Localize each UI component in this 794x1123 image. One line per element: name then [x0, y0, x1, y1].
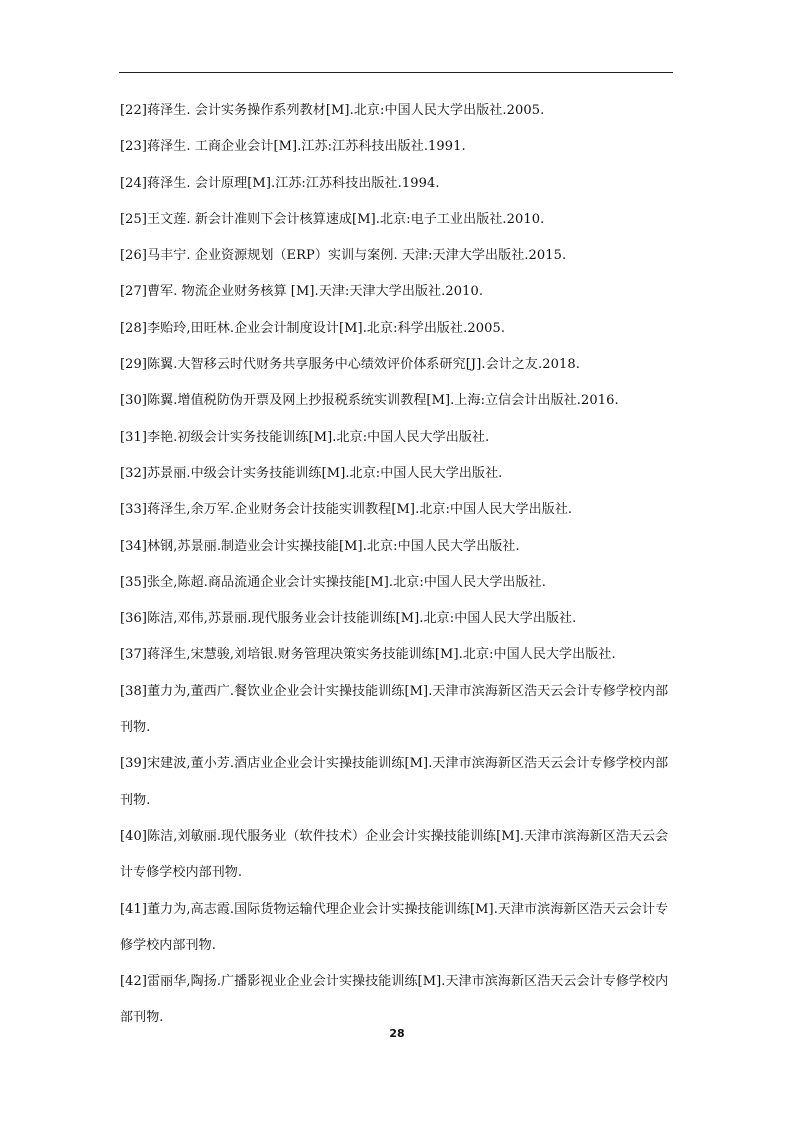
reference-item: [36]陈洁,邓伟,苏景丽.现代服务业会计技能训练[M].北京:中国人民大学出版社.	[120, 611, 577, 627]
reference-item: [24]蒋泽生. 会计原理[M].江苏:江苏科技出版社.1994.	[120, 175, 440, 191]
reference-item: [29]陈翼.大智移云时代财务共享服务中心绩效评价体系研究[J].会计之友.2018.	[120, 357, 580, 373]
reference-item: [25]王文莲. 新会计准则下会计核算速成[M].北京:电子工业出版社.2010.	[120, 211, 545, 227]
header-rule	[119, 72, 673, 73]
reference-item: [23]蒋泽生. 工商企业会计[M].江苏:江苏科技出版社.1991.	[120, 139, 466, 155]
reference-item: [33]蒋泽生,余万军.企业财务会计技能实训教程[M].北京:中国人民大学出版社.	[120, 502, 573, 518]
reference-item: [32]苏景丽.中级会计实务技能训练[M].北京:中国人民大学出版社.	[120, 465, 503, 481]
reference-item: [41]董力为,高志霞.国际货物运输代理企业会计实操技能训练[M].天津市滨海新区浩天云会计专修学校内部刊物.	[120, 901, 669, 953]
reference-list	[120, 93, 676, 1037]
reference-item: [40]陈洁,刘敏丽.现代服务业（软件技术）企业会计实操技能训练[M].天津市滨海新区浩天云会计专修学校内部刊物.	[120, 828, 669, 881]
reference-item: [28]李贻玲,田旺林.企业会计制度设计[M].北京:科学出版社.2005.	[120, 320, 506, 336]
reference-item: [22]蒋泽生. 会计实务操作系列教材[M].北京:中国人民大学出版社.2005.	[120, 103, 545, 118]
reference-item: [37]蒋泽生,宋慧骏,刘培银.财务管理决策实务技能训练[M].北京:中国人民大学出版社.	[120, 647, 616, 663]
reference-item: [39]宋建波,董小芳.酒店业企业会计实操技能训练[M].天津市滨海新区浩天云会计专修学校内部刊物.	[120, 756, 669, 808]
reference-item: [27]曹军. 物流企业财务核算 [M].天津:天津大学出版社.2010.	[120, 284, 484, 300]
page-number: 28	[389, 1027, 405, 1040]
reference-item: [42]雷丽华,陶扬.广播影视业企业会计实操技能训练[M].天津市滨海新区浩天云会计专修学校内部刊物.	[120, 974, 669, 1026]
reference-item: [34]林钢,苏景丽.制造业会计实操技能[M].北京:中国人民大学出版社.	[120, 538, 520, 554]
reference-item: [30]陈翼.增值税防伪开票及网上抄报税系统实训教程[M].上海:立信会计出版社.2016.	[120, 393, 619, 409]
reference-item: [26]马丰宁. 企业资源规划（ERP）实训与案例. 天津:天津大学出版社.2015.	[120, 248, 567, 264]
reference-item: [31]李艳.初级会计实务技能训练[M].北京:中国人民大学出版社.	[120, 429, 490, 445]
reference-item: [35]张全,陈超.商品流通企业会计实操技能[M].北京:中国人民大学出版社.	[120, 574, 546, 590]
reference-item: [38]董力为,董西广.餐饮业企业会计实操技能训练[M].天津市滨海新区浩天云会计专修学校内部刊物.	[120, 683, 669, 736]
